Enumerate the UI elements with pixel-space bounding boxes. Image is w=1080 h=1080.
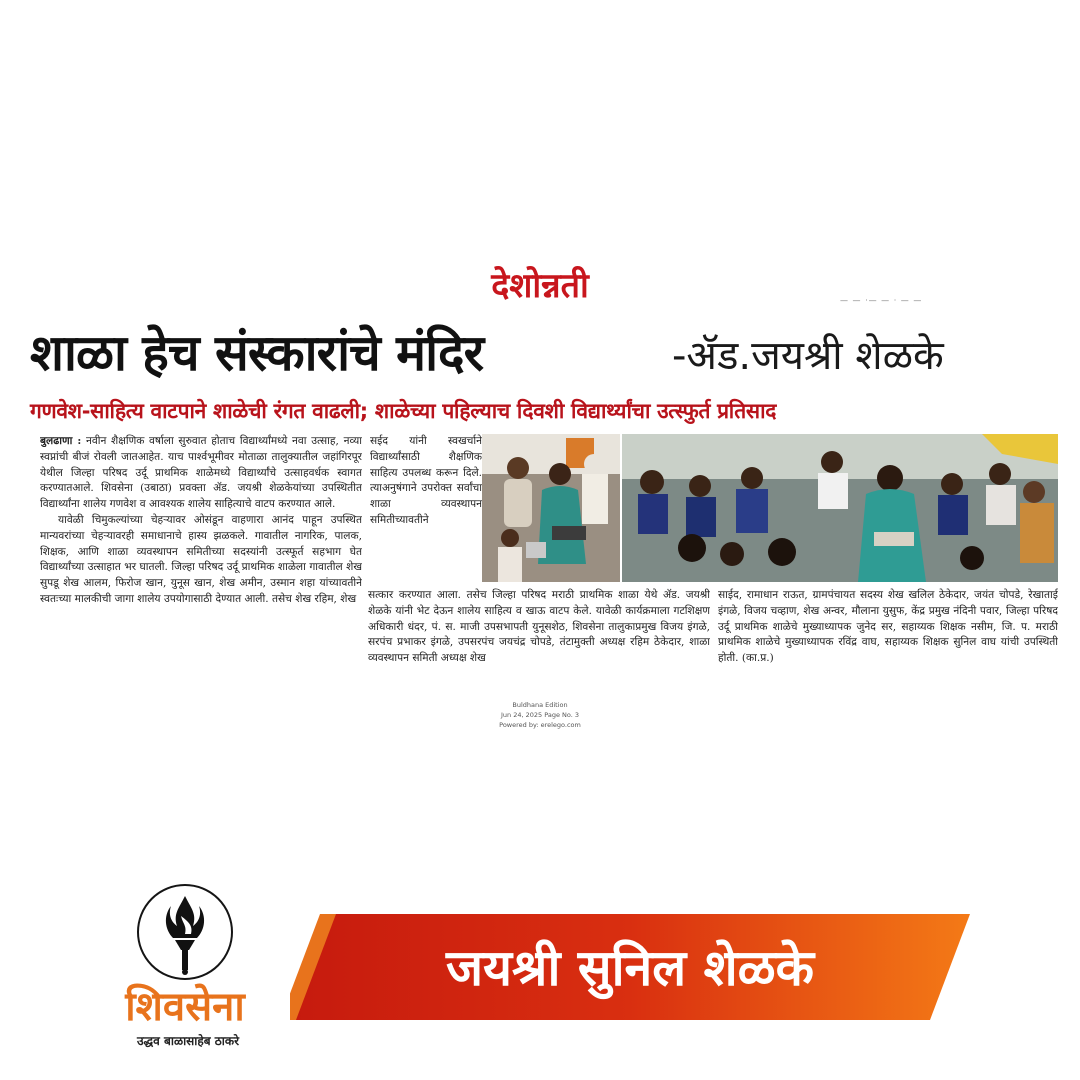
photo-classroom-children [622,434,1058,582]
torch-icon [139,886,231,978]
article-byline: -ॲड.जयश्री शेळके [672,333,944,379]
newspaper-masthead: देशोन्नती [491,266,589,306]
person-name: जयश्री सुनिल शेळके [445,939,815,997]
edition-info [470,700,610,730]
photo-distribution-left [482,434,620,582]
article-paragraph-1 [40,434,362,513]
masthead-meta-decoration: — — ·— — · — — [840,296,923,305]
party-tagline: उद्धव बाळासाहेब ठाकरे [136,1034,240,1048]
photo-classroom-children-image [622,434,1058,582]
article-column-left [40,434,362,746]
article-headline: शाळा हेच संस्कारांचे मंदिर [30,324,484,382]
photo-distribution-left-image [482,434,620,582]
article-column-middle: सत्कार करण्यात आला. तसेच जिल्हा परिषद मराठी प्राथमिक शाळा येथे ॲड. जयश्री शेळके यांनी भेट देऊन शालेय साहित्य व खाऊ वाटप केले. यावेळी कार्यक्रमाला गटशिक्षण अधिकारी धंदर, पं. स. माजी उपसभापती युनूसशेठ, शिवसेना तालुकाप्रमुख विजय इंगळे, सरपंच प्रभाकर इंगळे, उपसरपंच जयचंद्र चोपडे, तंटामुक्ती अध्यक्ष रहिम ठेकेदार, शाळा व्यवस्थापन समिती अध्यक्ष शेख [368,589,710,665]
article-subheadline: गणवेश-साहित्य वाटपाने शाळेची रंगत वाढली; शाळेच्या पहिल्याच दिवशी विद्यार्थ्यांचा उत्स्फुर्त प्रतिसाद [30,399,777,423]
edition-powered-by: Powered by: erelego.com [499,721,581,729]
article-paragraph-1-text: नवीन शैक्षणिक वर्षाला सुरुवात होताच विद्यार्थ्यांमध्ये नवा उत्साह, नव्या स्वप्नांची बीजं रोवली जातआहेत. याच पार्श्वभूमीवर मोताळा तालुक्यातील जहांगिरपूर येथील जिल्हा परिषद उर्दू प्राथमिक शाळेमध्ये विद्यार्थ्यांचे उत्साहवर्धक स्वागत करण्यातआले. शिवसेना (उबाठा) प्रवक्ता ॲड. जयश्री शेळकेयांच्या उपस्थितीत विद्यार्थ्यांना शालेय गणवेश व आवश्यक शालेय साहित्याचे वाटप करण्यात आले. [40,435,362,511]
article-column-right: साईद, रामाधान राऊत, ग्रामपंचायत सदस्य शेख खलिल ठेकेदार, जयंत चोपडे, रेखाताई इंगळे, विजय चव्हाण, शेख अन्वर, मौलाना युसुफ, केंद्र प्रमुख नंदिनी पवार, जिल्हा परिषद उर्दू प्राथमिक शाळेचे मुख्याध्यापक जुनेद सर, सहाय्यक शिक्षक नसीम, जि. प. मराठी प्राथमिक शाळेचे मुख्याध्यापक रविंद्र वाघ, सहाय्यक शिक्षक सुनिल वाघ यांची उपस्थिती होती. (का.प्र.) [718,589,1058,665]
edition-date-page: Jun 24, 2025 Page No. 3 [500,711,580,719]
edition-name: Buldhana Edition [512,701,568,709]
article-column-narrow: सईद यांनी स्वखर्चाने विद्यार्थ्यांसाठी शैक्षणिक साहित्य उपलब्ध करून दिले. त्याअनुषंगाने उपरोक्त सर्वांचा शाळा व्यवस्थापन समितीच्यावतीने [370,435,482,526]
article-dateline: बुलढाणा : [40,435,82,447]
party-name: शिवसेना [125,984,245,1030]
article-paragraph-2: यावेळी चिमुकल्यांच्या चेहऱ्यावर ओसंडून वाहणारा आनंद पाहून उपस्थित मान्यवरांच्या चेहऱ्यावरही समाधानाचे हास्य झळकले. गावातील नागरिक, पालक, शिक्षक, आणि शाळा व्यवस्थापन समितीच्या सदस्यांनी उत्स्फूर्त सहभाग घेत विद्यार्थ्यांच्या उत्साहात भर घातली. जिल्हा परिषद उर्दू प्राथमिक शाळेला गावातील शेख सुपडू शेख आलम, फिरोज खान, युनूस खान, शेख अमीन, उस्मान शहा यांच्यावतीने स्वतःच्या मालकीची जागा शालेय उपयोगासाठी देण्यात आली. तसेच शेख रहिम, शेख [40,513,362,605]
shivsena-torch-logo [137,884,233,980]
